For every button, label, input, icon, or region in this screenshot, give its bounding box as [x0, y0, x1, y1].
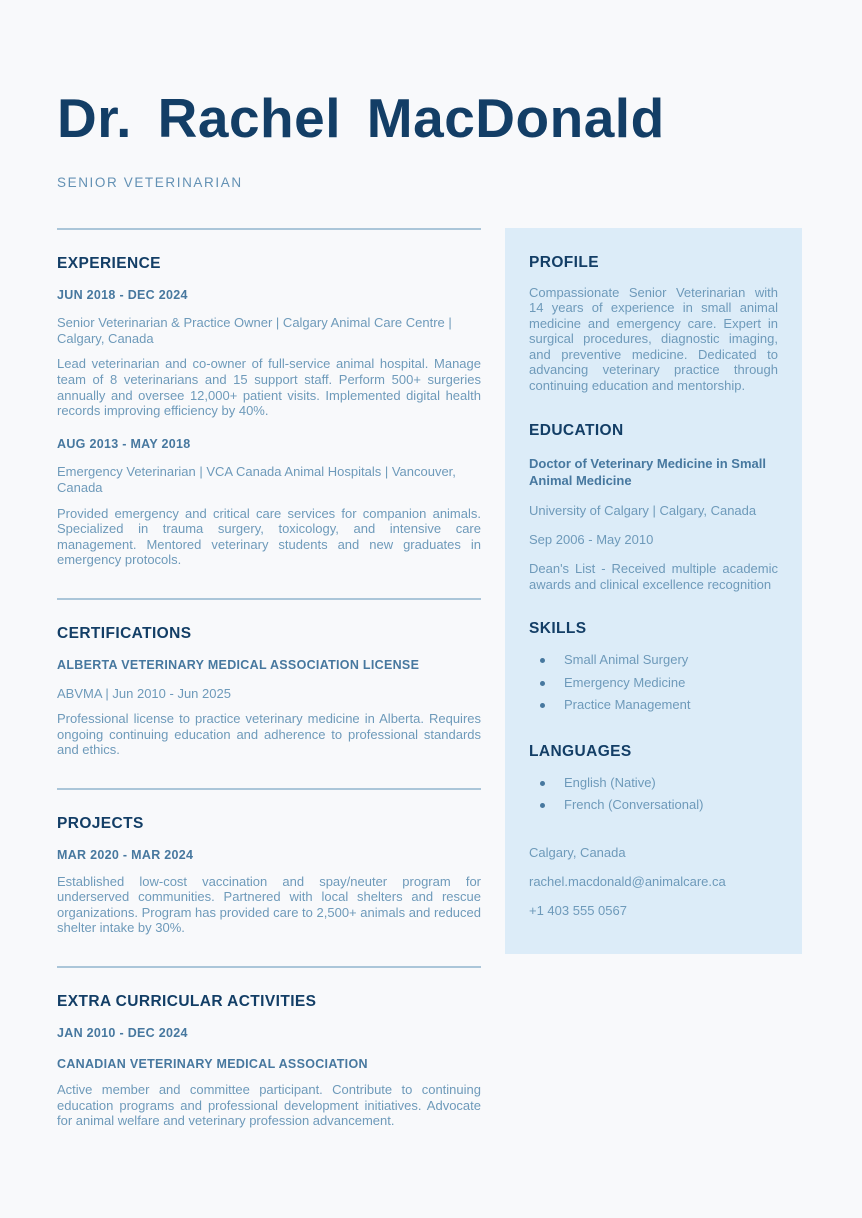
- contact-phone: +1 403 555 0567: [529, 903, 627, 919]
- language-item: English (Native): [529, 774, 778, 793]
- skill-item: Small Animal Surgery: [529, 651, 778, 670]
- job-subtitle: SENIOR VETERINARIAN: [57, 174, 243, 190]
- experience-entry: [57, 288, 481, 419]
- entry-description: Lead veterinarian and co-owner of full-service animal hospital. Manage team of 8 veterinarians and 15 support staff. Perform 500+ surgeries annually and oversee 12,000+ patient visits. Implemented digital health records improving efficiency by 40%.: [57, 356, 481, 419]
- section-skills: [529, 620, 778, 715]
- extra-curricular-entry: [57, 1026, 481, 1129]
- content-columns: [57, 228, 802, 1159]
- profile-heading: PROFILE: [529, 253, 599, 271]
- language-item: French (Conversational): [529, 796, 778, 815]
- section-extra-curricular: [57, 968, 481, 1159]
- section-profile: [529, 254, 778, 394]
- languages-list: [529, 774, 778, 815]
- main-column: [57, 228, 481, 1159]
- contact-block: [529, 845, 778, 920]
- education-school: University of Calgary | Calgary, Canada: [529, 502, 757, 518]
- experience-entry: [57, 437, 481, 568]
- certification-entry: [57, 658, 481, 758]
- certification-description: Professional license to practice veterinary medicine in Alberta. Requires ongoing continuing education and adherence to professional standards and ethics.: [57, 711, 481, 758]
- experience-heading: EXPERIENCE: [57, 254, 161, 272]
- header: [57, 88, 802, 190]
- skill-item: Emergency Medicine: [529, 674, 778, 693]
- entry-description: Provided emergency and critical care services for companion animals. Specialized in trauma surgery, toxicology, and intensive care management. Mentored veterinary students and new graduates in emergency protocols.: [57, 505, 481, 568]
- profile-text: Compassionate Senior Veterinarian with 14 years of experience in small animal medicine and emergency care. Expert in surgical procedures, diagnostic imaging, and preventive medicine. Dedicated to advancing veterinary practice through continuing education and mentorship.: [529, 284, 778, 394]
- skills-heading: SKILLS: [529, 620, 587, 638]
- project-entry: [57, 848, 481, 936]
- projects-heading: PROJECTS: [57, 814, 144, 832]
- entry-dates: JUN 2018 - DEC 2024: [57, 287, 188, 302]
- activity-organization: CANADIAN VETERINARY MEDICAL ASSOCIATION: [57, 1056, 368, 1071]
- section-education: [529, 422, 778, 593]
- activity-description: Active member and committee participant. Contribute to continuing education programs and professional development initiatives. Advocate for animal welfare and veterinary profession advancement.: [57, 1082, 481, 1129]
- extra-curricular-heading: EXTRA CURRICULAR ACTIVITIES: [57, 992, 317, 1010]
- skill-item: Practice Management: [529, 696, 778, 715]
- entry-role: Senior Veterinarian & Practice Owner | Calgary Animal Care Centre | Calgary, Canada: [57, 315, 452, 346]
- entry-dates: AUG 2013 - MAY 2018: [57, 436, 191, 451]
- section-projects: [57, 790, 481, 966]
- section-languages: [529, 743, 778, 815]
- section-certifications: [57, 600, 481, 788]
- certifications-heading: CERTIFICATIONS: [57, 624, 192, 642]
- sidebar: [505, 228, 802, 954]
- activity-dates: JAN 2010 - DEC 2024: [57, 1025, 188, 1040]
- certification-title: ALBERTA VETERINARY MEDICAL ASSOCIATION LICENSE: [57, 657, 420, 672]
- page-title: Dr. Rachel MacDonald: [57, 87, 665, 149]
- contact-email: rachel.macdonald@animalcare.ca: [529, 874, 726, 890]
- education-dates: Sep 2006 - May 2010: [529, 532, 654, 547]
- education-degree: Doctor of Veterinary Medicine in Small Animal Medicine: [529, 455, 766, 489]
- education-honors: Dean's List - Received multiple academic awards and clinical excellence recognition: [529, 561, 778, 592]
- project-description: Established low-cost vaccination and spay/neuter program for underserved communities. Partnered with local shelters and rescue organizations. Program has provided care to 2,500+ animals and reduced shelter intake by 30%.: [57, 873, 481, 936]
- project-dates: MAR 2020 - MAR 2024: [57, 847, 194, 862]
- education-heading: EDUCATION: [529, 421, 624, 439]
- certification-issuer-dates: ABVMA | Jun 2010 - Jun 2025: [57, 685, 231, 701]
- section-experience: [57, 230, 481, 598]
- contact-location: Calgary, Canada: [529, 844, 626, 860]
- entry-role: Emergency Veterinarian | VCA Canada Animal Hospitals | Vancouver, Canada: [57, 464, 456, 495]
- languages-heading: LANGUAGES: [529, 742, 632, 760]
- skills-list: [529, 651, 778, 715]
